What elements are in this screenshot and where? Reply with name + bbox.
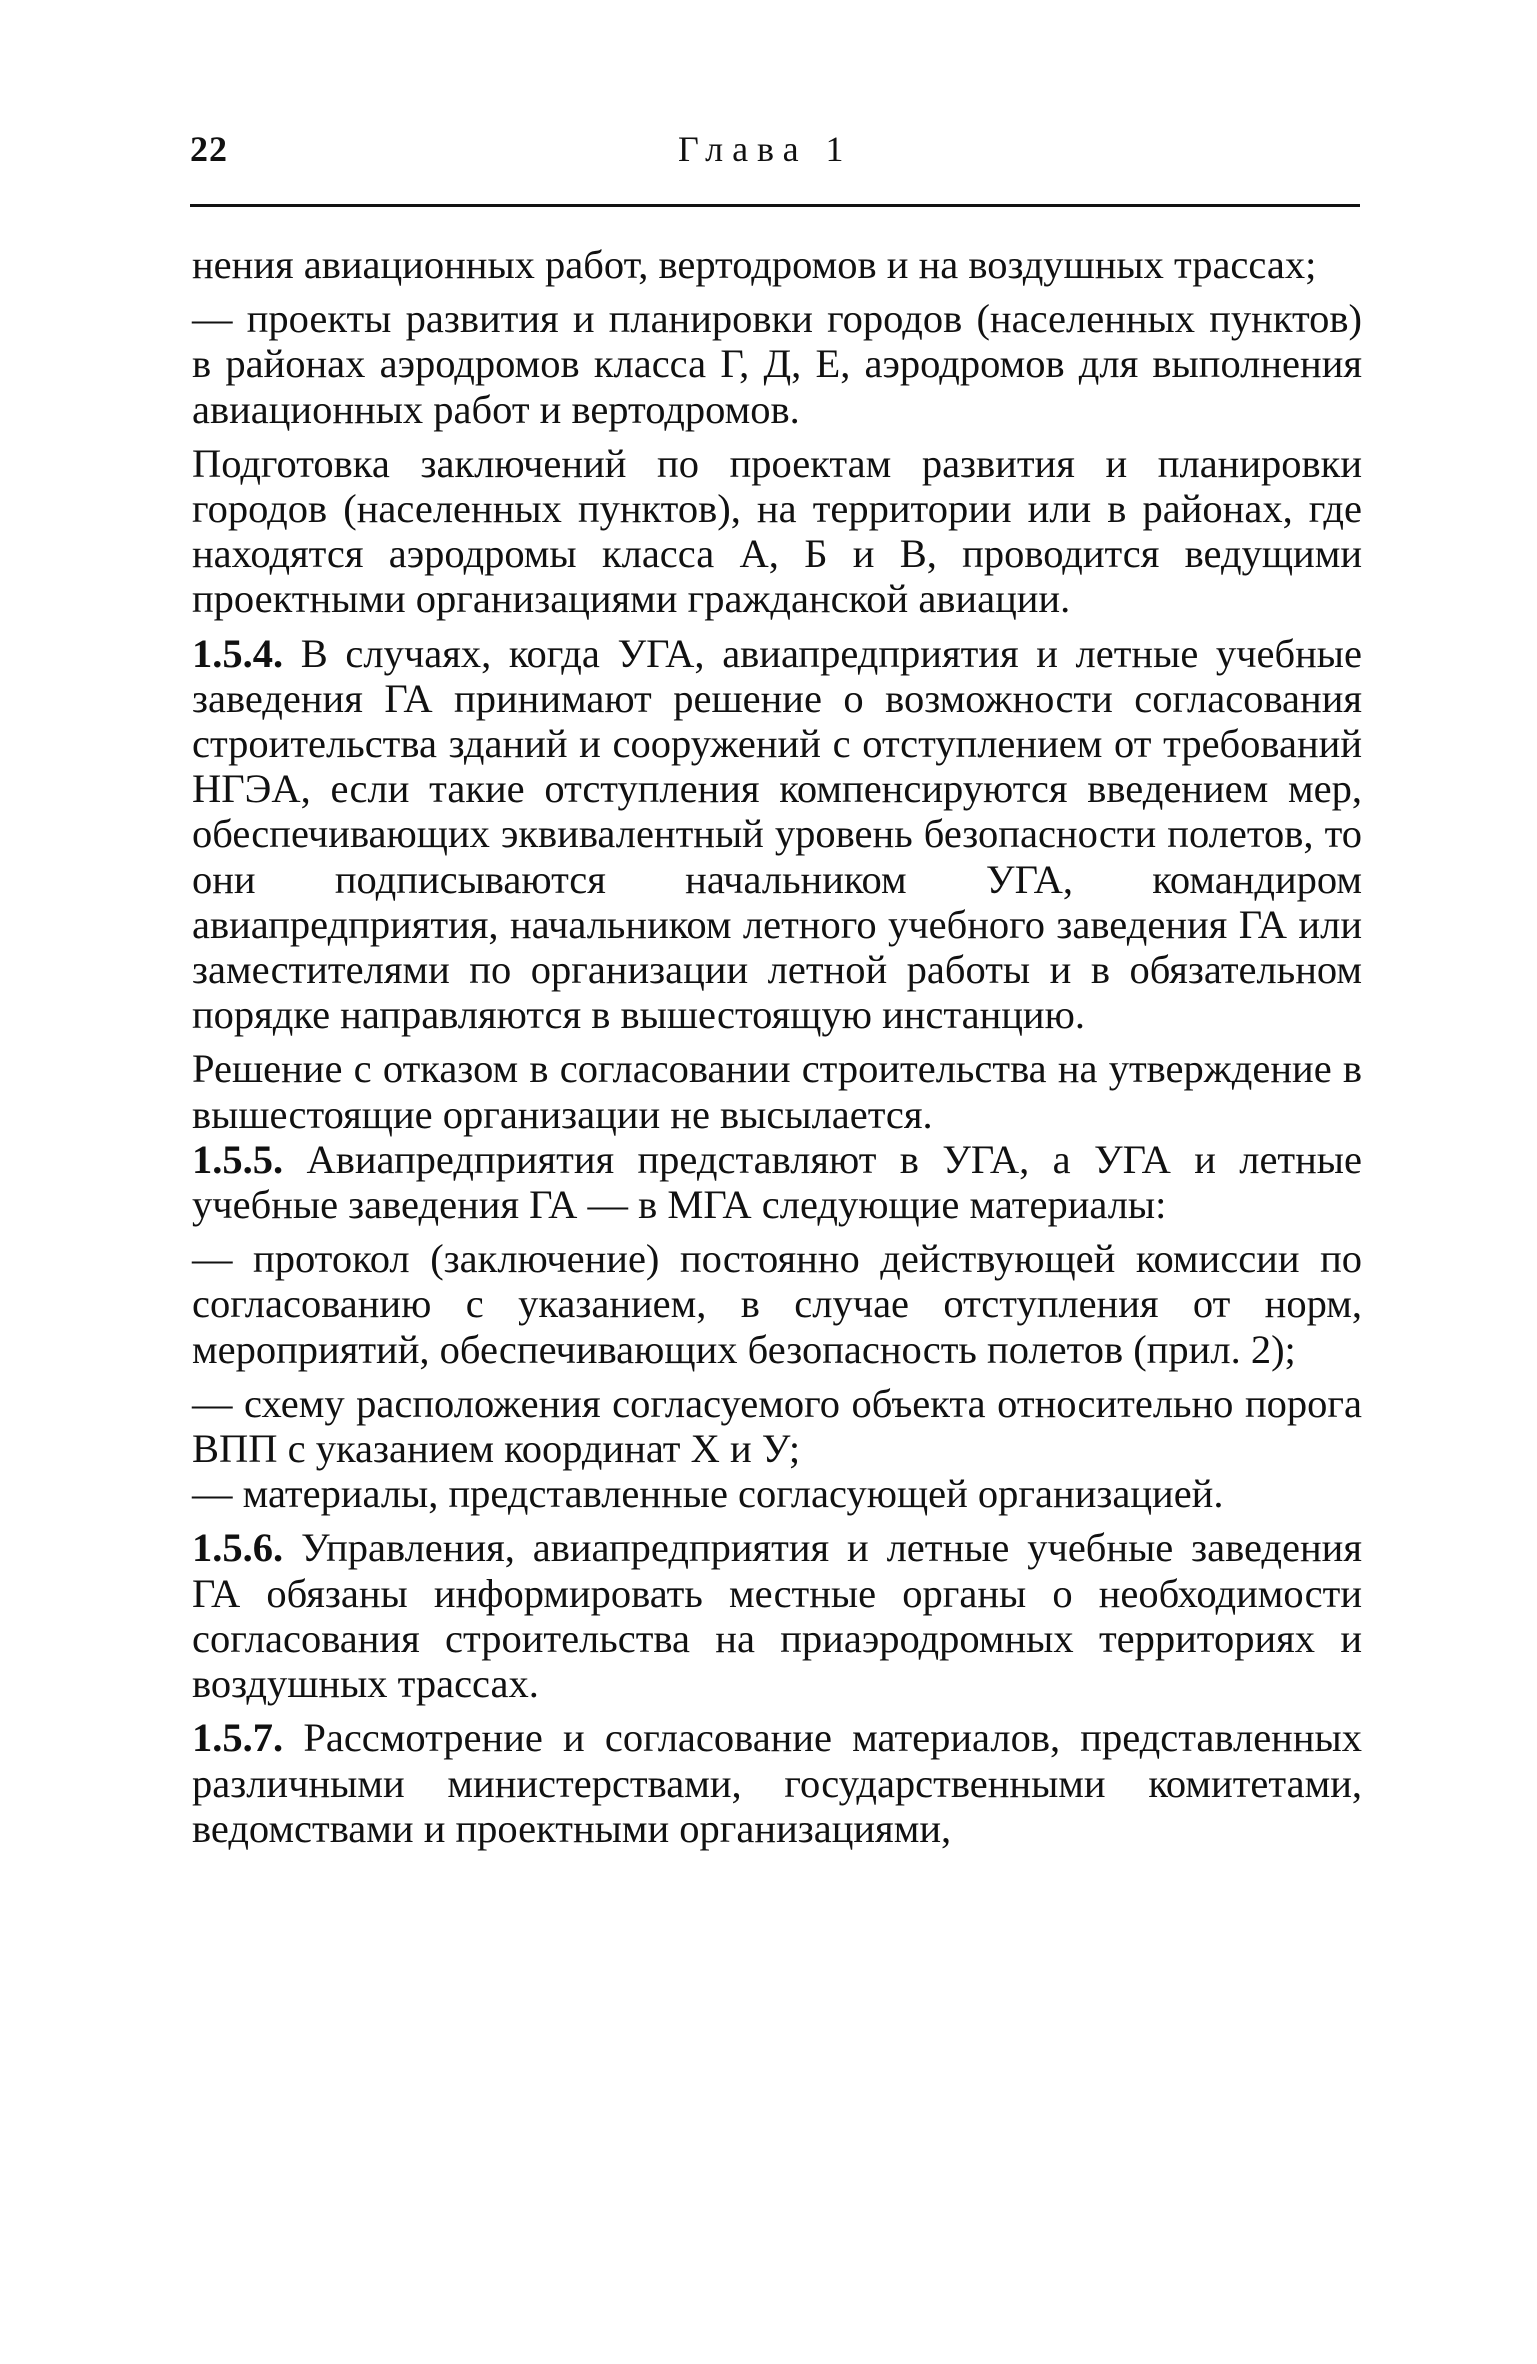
paragraph-text: — проекты развития и планировки городов (населенных пунктов) в районах аэродромов класса Г, Д, Е, аэродромов для выполнения авиационных работ и вертодромов. bbox=[192, 296, 1362, 432]
paragraph-text: — протокол (заключение) постоянно действующей комиссии по согласованию с указанием, в случае отступления от норм, мероприятий, обеспечивающих безопасность полетов (прил. 2); bbox=[192, 1236, 1362, 1372]
section-paragraph bbox=[192, 1715, 1362, 1851]
paragraph bbox=[192, 1046, 1362, 1136]
paragraph bbox=[192, 441, 1362, 622]
paragraph-text: — схему расположения согласуемого объекта относительно порога ВПП с указанием координат Х и У; bbox=[192, 1380, 1362, 1472]
paragraph-text: Управления, авиапредприятия и летные учебные заведения ГА обязаны информировать местные органы о необходимости согласования строительства на приаэродромных территориях и воздушных трассах. bbox=[192, 1525, 1362, 1707]
section-paragraph bbox=[192, 1137, 1362, 1227]
body-text bbox=[192, 242, 1362, 1851]
list-item bbox=[192, 296, 1362, 432]
paragraph-text: В случаях, когда УГА, авиапредприятия и летные учебные заведения ГА принимают решение о возможности согласования строительства зданий и сооружений с отступлением от требований НГЭА, если такие отступления компенсируются введением мер, обеспечивающих эквивалентный уровень безопасности полетов, то они подписываются начальником УГА, командиром авиапредприятия, начальником летного учебного заведения ГА или заместителями по организации летной работы и в обязательном порядке направляются в вышестоящую инстанцию. bbox=[192, 630, 1362, 1038]
section-number: 1.5.5. bbox=[192, 1136, 284, 1182]
paragraph-text: Решение с отказом в согласовании строительства на утверждение в вышестоящие организации не высылается. bbox=[192, 1046, 1362, 1137]
section-paragraph bbox=[192, 1525, 1362, 1706]
page-header bbox=[190, 128, 1360, 188]
header-rule bbox=[190, 204, 1360, 207]
paragraph-text: Авиапредприятия представляют в УГА, а УГА и летные учебные заведения ГА — в МГА следующие материалы: bbox=[192, 1136, 1362, 1228]
list-item bbox=[192, 1381, 1362, 1471]
paragraph-text: Рассмотрение и согласование материалов, представленных различными министерствами, государственными комитетами, ведомствами и проектными организациями, bbox=[192, 1715, 1362, 1851]
paragraph-text: Подготовка заключений по проектам развития и планировки городов (населенных пунктов), на территории или в районах, где находятся аэродромы класса А, Б и В, проводится ведущими проектными организациями гражданской авиации. bbox=[192, 440, 1362, 622]
page-number: 22 bbox=[190, 129, 228, 169]
list-item bbox=[192, 1471, 1362, 1516]
list-item bbox=[192, 1236, 1362, 1372]
paragraph-text: — материалы, представленные согласующей организацией. bbox=[192, 1471, 1224, 1517]
section-paragraph bbox=[192, 631, 1362, 1038]
paragraph bbox=[192, 242, 1362, 287]
section-number: 1.5.7. bbox=[192, 1715, 284, 1761]
paragraph-text: нения авиационных работ, вертодромов и на воздушных трассах; bbox=[192, 242, 1317, 287]
chapter-title: Глава 1 bbox=[678, 129, 853, 169]
section-number: 1.5.4. bbox=[192, 630, 284, 676]
section-number: 1.5.6. bbox=[192, 1525, 284, 1571]
